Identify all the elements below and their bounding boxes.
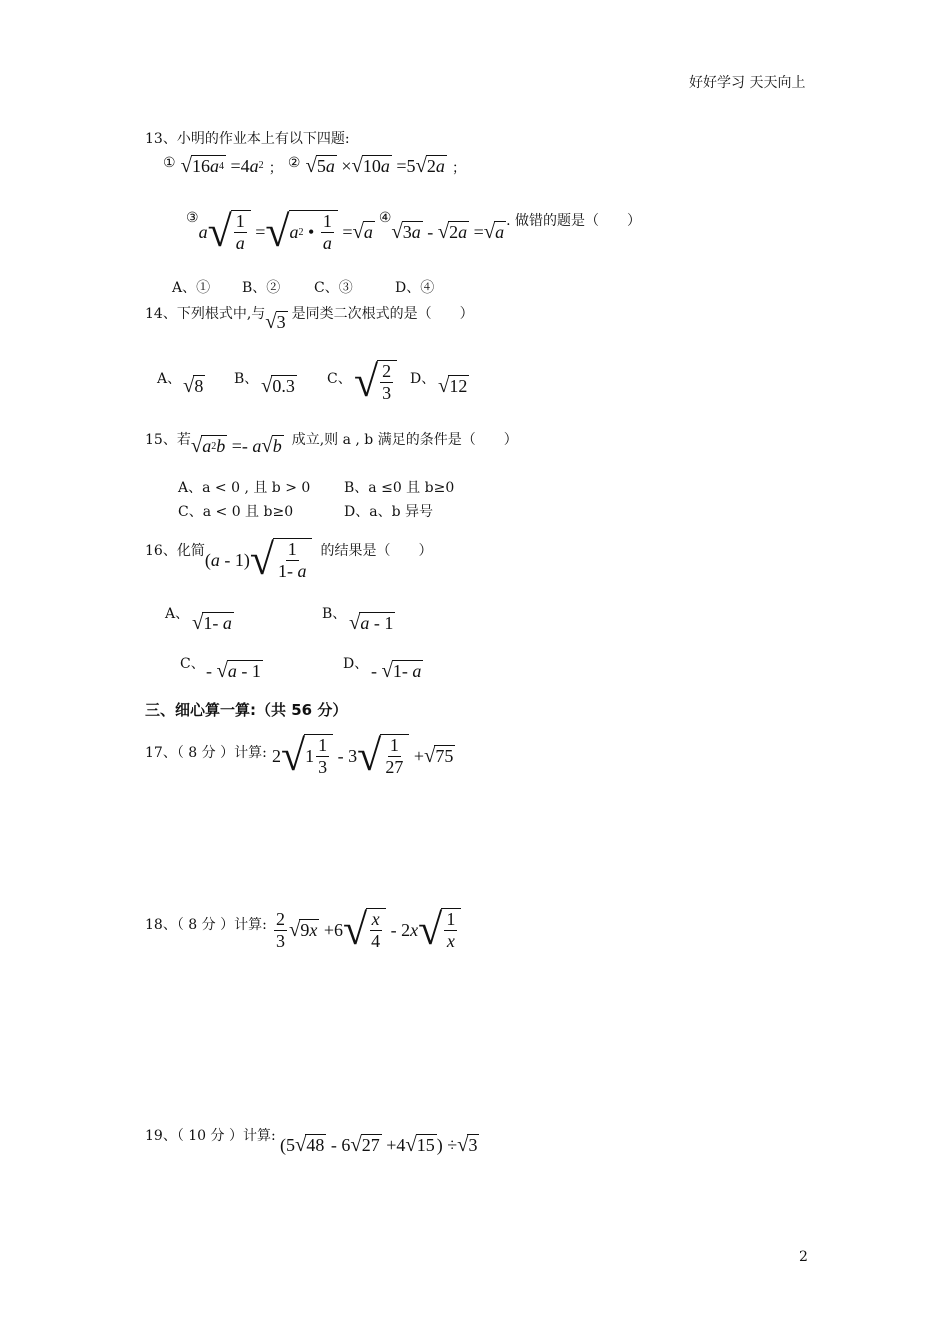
q15-stem-b: 成立,则 a , b 满足的条件是（ ）: [291, 432, 518, 448]
q14-stem-a: 14、下列根式中,与: [145, 306, 266, 322]
q18-expr: $\frac{2}{3}$ √ 9 x +6 √ $\frac{x}{4}$ - 2 x √ $\frac{1}{x}$: [272, 908, 461, 952]
q13-option-a: A、①: [172, 280, 211, 296]
q13-sep-2: ；: [452, 160, 466, 177]
q16-option-b-expr: √ a - 1: [349, 612, 394, 635]
q15-option-b: B、a ≤0 且 b≥0: [344, 480, 455, 496]
q15-stem-a: 15、若: [145, 432, 191, 448]
q15-option-d: D、a、b 异号: [344, 504, 433, 520]
q15-stem: [145, 429, 518, 457]
q13-line1: [163, 155, 466, 177]
q19-expr: (5 √ 48 - 6 √ 27 +4 √ 15 ) ÷ √ 3: [280, 1134, 478, 1157]
q14-option-b-expr: √ 0.3: [261, 375, 295, 398]
q16-option-a-expr: √ 1- a: [192, 612, 232, 635]
q14-option-c-label: C、: [327, 371, 352, 387]
q16-option-d-expr: - √ 1- a: [371, 660, 422, 683]
q17-expr: 2 √ 1 $\frac{1}{3}$ - 3 √ $\frac{1}{27}$ + √ 75: [272, 731, 454, 780]
q14-sqrt3: √ 3: [265, 311, 286, 334]
q16-expr: ( a - 1) √ $\frac{1}{1- a}$: [205, 538, 313, 582]
section-3-title: 三、细心算一算:（共 56 分）: [145, 701, 348, 719]
q16-stem-b: 的结果是（ ）: [320, 543, 433, 559]
q14-stem-b: 是同类二次根式的是（ ）: [291, 306, 474, 322]
q18-stem: 18、（ 8 分 ）计算:: [145, 917, 267, 933]
q13-expr-1: √ 16 a 4 =4 a 2: [180, 155, 264, 178]
q13-expr-2: √ 5 a × √ 10 a =5 √ 2 a: [305, 155, 445, 178]
q14-option-c-expr: √ $\frac{2}{3}$: [354, 360, 397, 404]
q19-stem: 19、（ 10 分 ）计算:: [145, 1128, 276, 1144]
q14-option-d-expr: √ 12: [438, 375, 468, 398]
q14-option-a-expr: √ 8: [183, 375, 204, 398]
q15-expr: √ a 2 b =- a √ b: [190, 435, 282, 458]
q13-option-d: D、④: [395, 280, 435, 296]
header-motto: 好好学习 天天向上: [689, 75, 806, 91]
q16-option-c-label: C、: [180, 656, 205, 672]
q16-stem-a: 16、化简: [145, 543, 205, 559]
q16-option-c-expr: - √ a - 1: [206, 660, 261, 683]
q13-circle-4: ④: [378, 210, 392, 226]
q17-stem: 17、（ 8 分 ）计算:: [145, 745, 267, 761]
q14-stem: [145, 303, 474, 333]
q16-option-b-label: B、: [322, 606, 347, 622]
q13-circle-3: ③: [186, 210, 199, 226]
q13-expr-3: a √ $\frac{1}{a}$ = √ a 2 • $\frac{1}{a}$ = √ a: [198, 207, 373, 256]
q13-option-c: C、③: [314, 280, 353, 296]
q14-option-b-label: B、: [234, 371, 259, 387]
q13-circle-1: ①: [163, 155, 176, 171]
q13-stem: 13、小明的作业本上有以下四题:: [145, 131, 350, 147]
q13-line2: [186, 207, 642, 256]
q16-option-d-label: D、: [343, 656, 369, 672]
q14-option-d-label: D、: [410, 371, 436, 387]
q16-stem: [145, 535, 433, 584]
q13-expr-4: √ 3 a - √ 2 a = √ a: [391, 221, 505, 244]
page-number: 2: [799, 1249, 808, 1265]
q13-tail: . 做错的题是（ ）: [506, 213, 642, 229]
q14-option-a-label: A、: [157, 371, 182, 387]
q13-sep-1: ；: [268, 160, 283, 177]
q16-option-a-label: A、: [165, 606, 190, 622]
q15-option-a: A、a < 0 , 且 b > 0: [178, 480, 311, 496]
q15-option-c: C、a < 0 且 b≥0: [178, 504, 294, 520]
q13-option-b: B、②: [242, 280, 281, 296]
q13-circle-2: ②: [287, 155, 301, 171]
